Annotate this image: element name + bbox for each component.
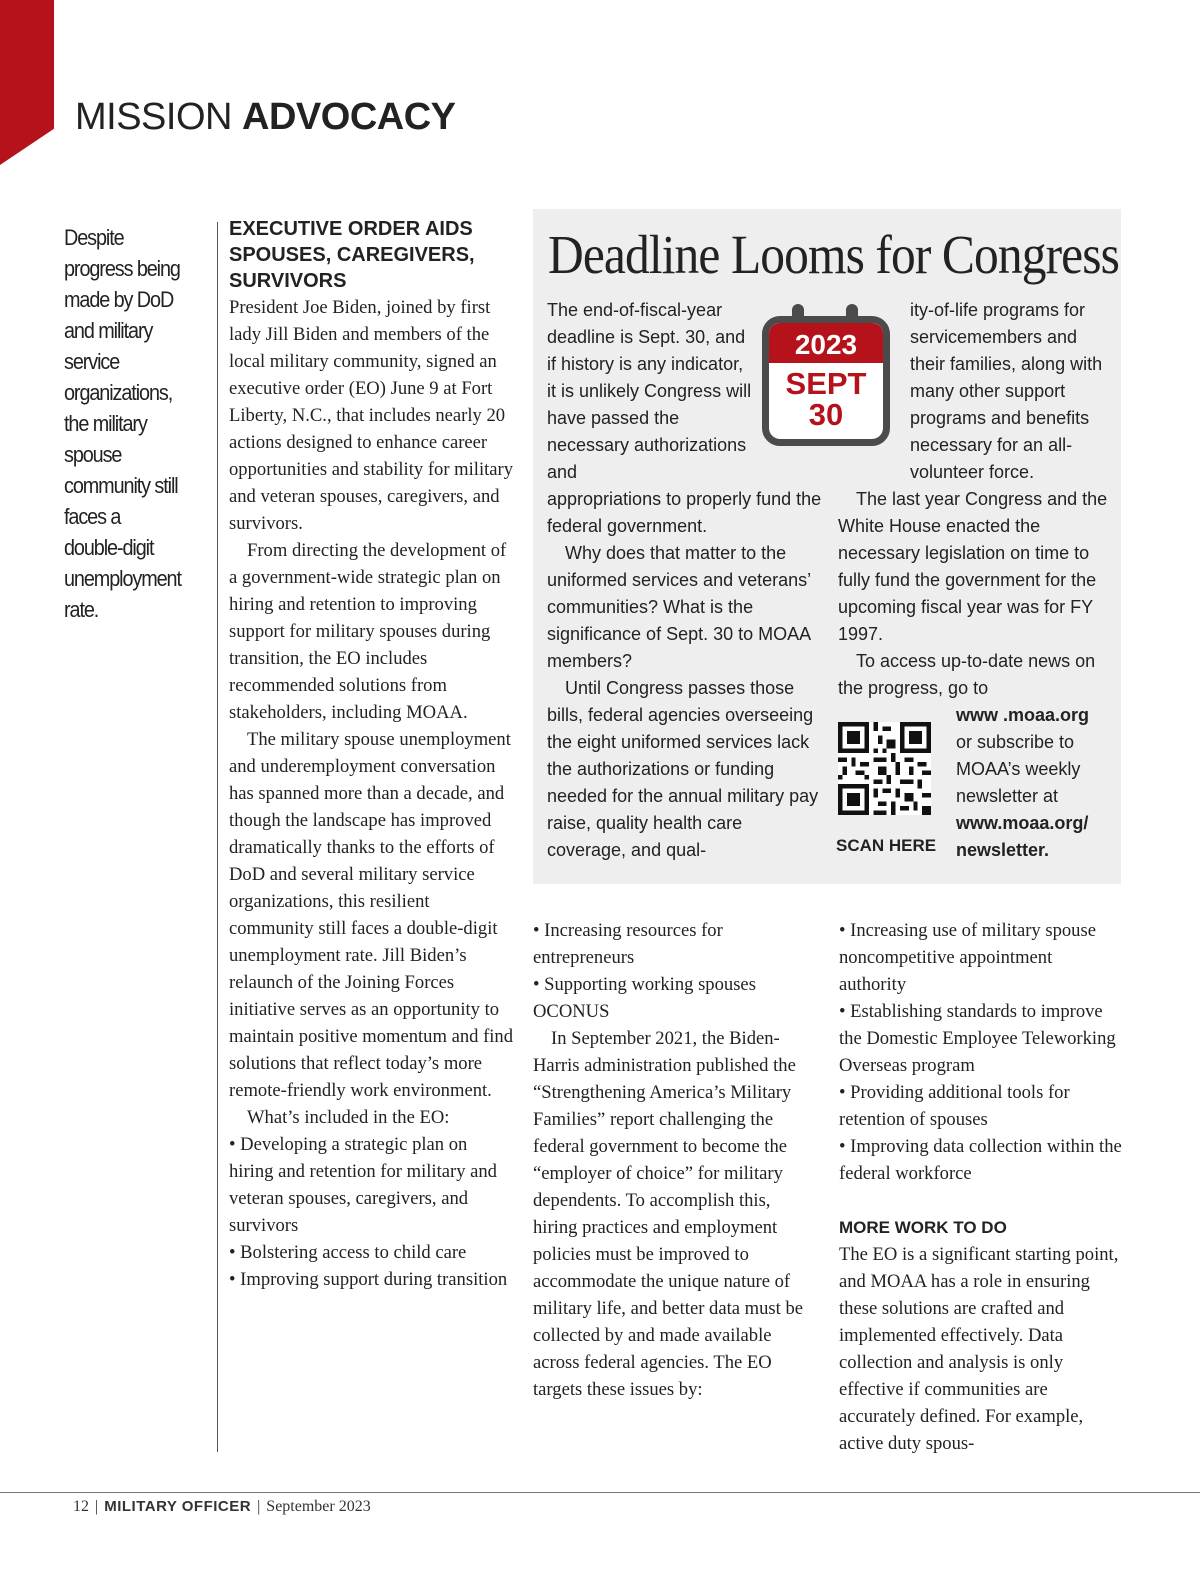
bullet-item: • Improving support during transition bbox=[229, 1269, 508, 1290]
bullet-item: • Bolstering access to child care bbox=[229, 1242, 467, 1263]
calendar-day: 30 bbox=[808, 397, 844, 432]
subhead: MORE WORK TO DO bbox=[839, 1218, 1007, 1237]
bullet-item: • Supporting working spouses OCONUS bbox=[533, 974, 756, 1022]
article-paragraph: What’s included in the EO: bbox=[247, 1107, 450, 1128]
bullet-item: • Providing additional tools for retention of spouses bbox=[839, 1082, 1070, 1130]
bullet-item: • Improving data collection within the federal workforce bbox=[839, 1136, 1122, 1184]
section-title-light: MISSION bbox=[75, 96, 232, 138]
moaa-link[interactable]: www .moaa.org bbox=[956, 705, 1090, 725]
footer-separator: | bbox=[257, 1498, 261, 1515]
sidebar-paragraph: The end-of-fiscal-year deadline is Sept. 30, and if history is any indicator, it is unlikely Congress will have passed the necessary authorizations and bbox=[547, 300, 752, 482]
bullet-item: • Developing a strategic plan on hiring and retention for military and veteran spouses, caregivers, and survivors bbox=[229, 1134, 497, 1236]
spacer bbox=[839, 1187, 1124, 1214]
footer-separator: | bbox=[95, 1498, 99, 1515]
article-column-3 bbox=[839, 917, 1124, 1457]
sidebar-paragraph: appropriations to properly fund the federal government. bbox=[547, 489, 822, 536]
page-number: 12 bbox=[73, 1498, 89, 1515]
magazine-name: MILITARY OFFICER bbox=[104, 1498, 252, 1515]
qr-code-icon[interactable] bbox=[838, 722, 931, 815]
article-column-1 bbox=[229, 216, 514, 1293]
sidebar-paragraph: The last year Congress and the White House enacted the necessary legislation on time to fully fund the government for the upcoming fiscal year was for FY 1997. bbox=[838, 489, 1108, 644]
calendar-icon bbox=[762, 316, 890, 446]
qr-label: SCAN HERE bbox=[836, 836, 937, 855]
footer-rule bbox=[0, 1492, 1200, 1493]
article-paragraph: The EO is a significant starting point, and MOAA has a role in ensuring these solutions are crafted and implemented effectively. Data collection and analysis is only effective if communities are accurately defined. For example, active duty spous- bbox=[839, 1244, 1119, 1454]
article-paragraph: In September 2021, the Biden-Harris administration published the “Strengthening America’s Military Families” report challenging the federal government to become the “employer of choice” for military dependents. To accomplish this, hiring practices and employment policies must be improved to accommodate the unique nature of military life, and better data must be collected by and made available across federal agencies. The EO targets these issues by: bbox=[533, 1028, 804, 1400]
newsletter-link[interactable]: www.moaa.org/ newsletter. bbox=[956, 813, 1089, 860]
sidebar-text-b bbox=[547, 486, 825, 864]
calendar-year: 2023 bbox=[769, 323, 883, 363]
sidebar-paragraph: ity-of-life programs for servicemembers and their families, along with many other support programs and benefits necessary for an all-volunteer force. bbox=[910, 300, 1103, 482]
bullet-item: • Establishing standards to improve the Domestic Employee Teleworking Overseas program bbox=[839, 1001, 1116, 1076]
sidebar-text-e bbox=[956, 702, 1106, 864]
sidebar-paragraph bbox=[956, 702, 1106, 864]
bullet-item: • Increasing use of military spouse noncompetitive appointment authority bbox=[839, 920, 1096, 995]
article-paragraph: From directing the development of a government-wide strategic plan on hiring and retention to improving support for military spouses during transition, the EO includes recommended solutions from stakeholders, including MOAA. bbox=[229, 540, 507, 723]
article-paragraph: President Joe Biden, joined by first lady Jill Biden and members of the local military community, signed an executive order (EO) June 9 at Fort Liberty, N.C., that includes nearly 20 actions designed to enhance career opportunities and stability for military and veteran spouses, caregivers, and survivors. bbox=[229, 297, 514, 534]
section-corner-tab bbox=[0, 0, 54, 165]
article-title: EXECUTIVE ORDER AIDS SPOUSES, CAREGIVERS, SURVIVORS bbox=[229, 218, 475, 292]
calendar-body bbox=[769, 363, 883, 431]
column-divider bbox=[217, 222, 218, 1452]
sidebar-text-a bbox=[547, 297, 752, 486]
sidebar-paragraph: Until Congress passes those bills, federal agencies overseeing the eight uniformed services lack the authorizations or funding needed for the annual military pay raise, quality health care coverage, and qual- bbox=[547, 678, 819, 860]
sidebar-paragraph: Why does that matter to the uniformed services and veterans’ communities? What is the significance of Sept. 30 to MOAA members? bbox=[547, 543, 811, 671]
article-column-2 bbox=[533, 917, 811, 1403]
subscribe-text: or subscribe to MOAA’s weekly newsletter at bbox=[956, 732, 1081, 806]
pull-quote: Despite progress being made by DoD and military service organizations, the military spouse community still faces a double-digit unemployment rate. bbox=[64, 225, 181, 622]
sidebar-text-c bbox=[910, 297, 1115, 486]
sidebar-text-d bbox=[838, 486, 1118, 702]
sidebar-box bbox=[533, 209, 1121, 884]
footer bbox=[73, 1496, 371, 1518]
sidebar-title: Deadline Looms for Congress bbox=[548, 224, 1119, 285]
sidebar-paragraph: To access up-to-date news on the progress, go to bbox=[838, 651, 1096, 698]
article-paragraph: The military spouse unemployment and underemployment conversation has spanned more than a decade, and though the landscape has improved dramatically thanks to the efforts of DoD and several military service organizations, this resilient community still faces a double-digit unemployment rate. Jill Biden’s relaunch of the Joining Forces initiative serves as an opportunity to maintain positive momentum and find solutions that reflect today’s more remote-friendly work environment. bbox=[229, 729, 514, 1101]
bullet-item: • Increasing resources for entrepreneurs bbox=[533, 920, 723, 968]
issue-date: September 2023 bbox=[266, 1498, 371, 1515]
section-title bbox=[75, 92, 456, 142]
calendar-month: SEPT bbox=[785, 366, 867, 401]
section-title-bold: ADVOCACY bbox=[242, 96, 456, 138]
